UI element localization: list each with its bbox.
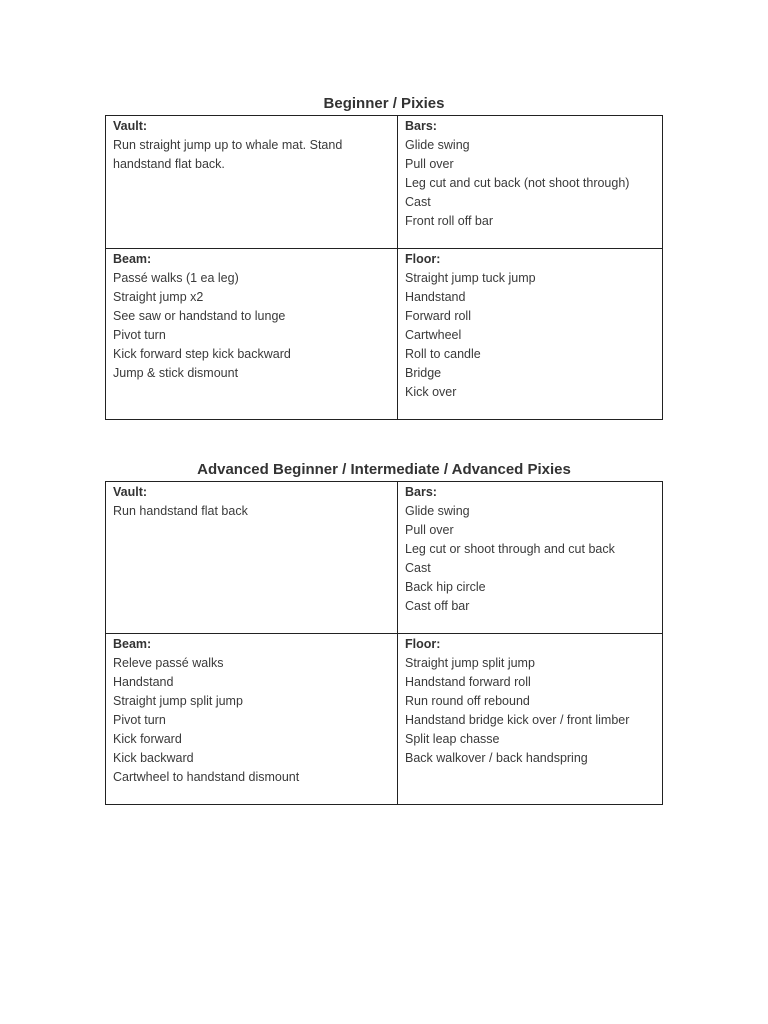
skill-item: Run round off rebound [405,694,530,708]
floor-cell [398,249,663,420]
skill-item: Cast off bar [405,599,470,613]
section-title: Advanced Beginner / Intermediate / Advanced Pixies [197,461,571,478]
table-row [106,249,663,420]
skill-item: Jump & stick dismount [113,366,239,380]
section-advanced-pixies [105,459,663,805]
skill-item: Front roll off bar [405,214,494,228]
skill-item: Cast [405,195,431,209]
table-row [106,116,663,249]
section-beginner-pixies [105,93,663,420]
cell-heading: Bars: [405,119,437,133]
skill-item: Pivot turn [113,713,166,727]
skill-item: Forward roll [405,309,471,323]
skill-item: Leg cut or shoot through and cut back [405,542,615,556]
skill-item: Pivot turn [113,328,166,342]
beam-cell [106,249,398,420]
section-title: Beginner / Pixies [323,95,445,112]
skill-item: Pull over [405,157,454,171]
skill-item: Cartwheel [405,328,462,342]
cell-heading: Vault: [113,485,148,499]
skill-item: Pull over [405,523,454,537]
skill-item: Straight jump tuck jump [405,271,536,285]
cell-heading: Beam: [113,637,152,651]
cell-heading: Vault: [113,119,148,133]
bars-cell [398,116,663,249]
skill-item: Leg cut and cut back (not shoot through) [405,176,630,190]
skills-table [105,481,663,805]
bars-cell [398,482,663,634]
skill-item: Handstand bridge kick over / front limber [405,713,630,727]
skill-item: Kick over [405,385,457,399]
skill-item: Run handstand flat back [113,504,248,518]
vault-cell [106,116,398,249]
skill-item: Back hip circle [405,580,486,594]
cell-heading: Bars: [405,485,437,499]
cell-heading: Beam: [113,252,152,266]
skill-item: Back walkover / back handspring [405,751,588,765]
skill-item: Straight jump split jump [405,656,535,670]
skill-item: Run straight jump up to whale mat. Stand handstand flat back. [113,138,343,171]
skill-item: Kick backward [113,751,194,765]
skill-item: See saw or handstand to lunge [113,309,286,323]
skill-item: Glide swing [405,504,470,518]
vault-cell [106,482,398,634]
floor-cell [398,634,663,805]
skill-item: Cartwheel to handstand dismount [113,770,300,784]
skill-item: Kick forward step kick backward [113,347,291,361]
skill-item: Kick forward [113,732,182,746]
skill-item: Straight jump x2 [113,290,204,304]
cell-heading: Floor: [405,637,441,651]
beam-cell [106,634,398,805]
skill-item: Releve passé walks [113,656,224,670]
skills-table [105,115,663,420]
skill-item: Handstand [113,675,174,689]
skill-item: Cast [405,561,431,575]
skill-item: Split leap chasse [405,732,500,746]
skill-item: Glide swing [405,138,470,152]
table-row [106,634,663,805]
skill-item: Handstand [405,290,466,304]
cell-heading: Floor: [405,252,441,266]
skill-item: Roll to candle [405,347,481,361]
table-row [106,482,663,634]
skill-item: Handstand forward roll [405,675,531,689]
skill-item: Passé walks (1 ea leg) [113,271,239,285]
skill-item: Straight jump split jump [113,694,243,708]
skill-item: Bridge [405,366,442,380]
